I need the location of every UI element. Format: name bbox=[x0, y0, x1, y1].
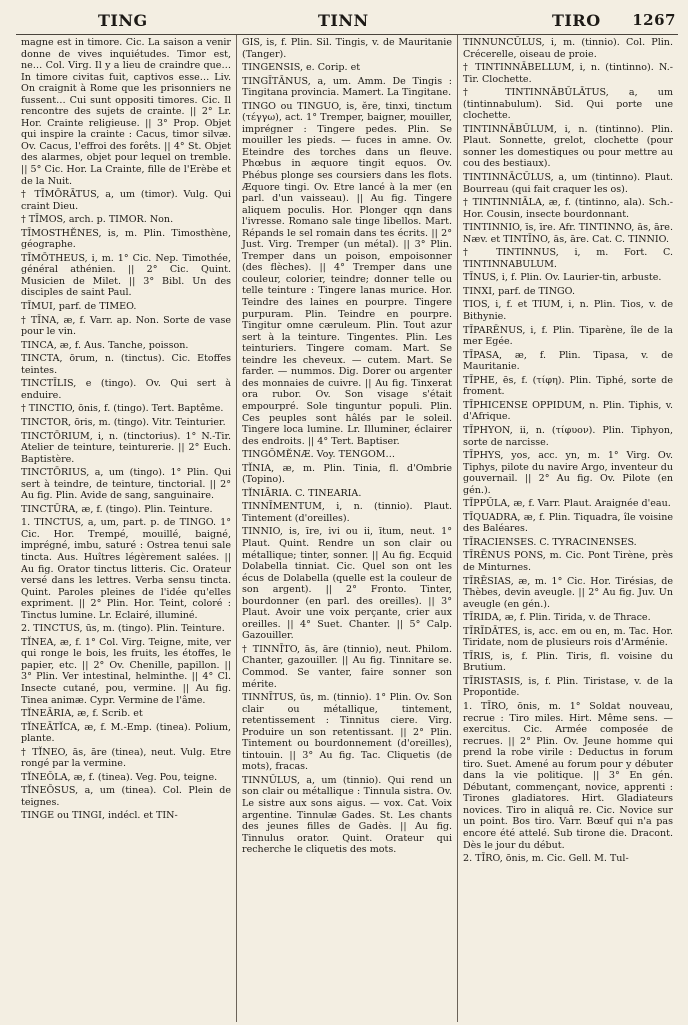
page-header bbox=[16, 8, 678, 35]
dictionary-entry: TĬNEA, æ, f. 1° Col. Virg. Teigne, mite, ver qui ronge le bois, les fruits, les étoffes, le papier, etc. || 2° Ov. Chenille, papillon. || 3° Plin. Ver intestinal, helminthe. || 4° Cl. Insecte cutané, pou, vermine. || Au fig. Tinea animæ. Cypr. Vermine de l'âme. bbox=[21, 636, 231, 706]
columns bbox=[16, 35, 678, 1022]
dictionary-entry: TĬNEĀTĬCA, æ, f. M.-Emp. (tinea). Polium, plante. bbox=[21, 721, 231, 745]
dictionary-entry: TĪRIS, is, f. Plin. Tiris, fl. voisine du Brutium. bbox=[463, 650, 673, 674]
dictionary-entry: TĪNUS, i, f. Plin. Ov. Laurier-tin, arbuste. bbox=[463, 272, 662, 284]
dictionary-entry: TINCTŌRIUS, a, um (tingo). 1° Plin. Qui sert à teindre, de teinture, tinctorial. || 2° Au fig. Plin. Avide de sang, sanguinaire. bbox=[21, 467, 231, 502]
dictionary-entry: TINNĪTUS, ūs, m. (tinnio). 1° Plin. Ov. Son clair ou métallique, tintement, retentissement : Tinnitus ciere. Virg. Produire un son retentissant. || 2° Plin. Tintement ou bourdonnement (d'oreilles), tintouin. || 3° Au fig. Tac. Cliquetis (de mots), fracas. bbox=[242, 692, 452, 773]
dictionary-entry: TĪRIDA, æ, f. Plin. Tirida, v. de Thrace. bbox=[463, 612, 651, 624]
dictionary-entry: TĪRISTASIS, is, f. Plin. Tiristase, v. de la Propontide. bbox=[463, 675, 673, 699]
dictionary-entry: TINCTĪLIS, e (tingo). Ov. Qui sert à enduire. bbox=[21, 378, 231, 401]
left-guide-word: TING bbox=[98, 11, 148, 30]
dictionary-entry: TINCTOR, ōris, m. (tingo). Vitr. Teinturier. bbox=[21, 416, 226, 428]
dictionary-entry: TĪPPŬLA, æ, f. Varr. Plaut. Araignée d'eau. bbox=[463, 498, 671, 510]
dictionary-entry: TINGĪTĀNUS, a, um. Amm. De Tingis : Tingitana provincia. Mamert. La Tingitane. bbox=[242, 75, 452, 99]
dictionary-entry: TINNUNCŬLUS, i, m. (tinnio). Col. Plin. Crécerelle, oiseau de proie. bbox=[463, 37, 673, 60]
dictionary-entry: † TINTINNĀBELLUM, i, n. (tintinno). N.-Tir. Clochette. bbox=[463, 62, 673, 85]
dictionary-entry: GIS, is, f. Plin. Sil. Tingis, v. de Mauritanie (Tanger). bbox=[242, 37, 452, 60]
dictionary-entry: TĬNEĀRIA, æ, f. Scrib. et bbox=[21, 708, 143, 720]
dictionary-entry: † TĬNEO, ās, āre (tinea), neut. Vulg. Etre rongé par la vermine. bbox=[21, 746, 231, 770]
middle-guide-word: TINN bbox=[318, 11, 369, 30]
dictionary-entry: TĪMUI, parf. de TIMEO. bbox=[21, 301, 137, 313]
dictionary-entry: † TINTINNIĀLA, æ, f. (tintinno, ala). Sch.-Hor. Cousin, insecte bourdonnant. bbox=[463, 197, 673, 220]
page-number: 1267 bbox=[632, 11, 676, 29]
dictionary-entry: TĬNEŎLA, æ, f. (tinea). Veg. Pou, teigne. bbox=[21, 771, 218, 783]
dictionary-entry: TĪPHYS, yos, acc. yn, m. 1° Virg. Ov. Tiphys, pilote du navire Argo, inventeur du gouvernail. || 2° Au fig. Ov. Pilote (en gén.). bbox=[463, 450, 673, 496]
dictionary-entry: TIOS, i, f. et TIUM, i, n. Plin. Tios, v. de Bithynie. bbox=[463, 299, 673, 323]
right-guide-word: TIRO bbox=[552, 11, 601, 30]
dictionary-entry: TINTINNIO, īs, īre. Afr. TINTINNO, ās, āre. Næv. et TINTĪNO, ās, āre. Cat. C. TINNIO. bbox=[463, 222, 673, 245]
dictionary-entry: TINCTA, ōrum, n. (tinctus). Cic. Etoffes teintes. bbox=[21, 353, 231, 376]
dictionary-entry: TĪPHYON, ii, n. (τίφυον). Plin. Tiphyon, sorte de narcisse. bbox=[463, 424, 673, 448]
dictionary-entry: TĬNEŌSUS, a, um (tinea). Col. Plein de teignes. bbox=[21, 785, 231, 808]
dictionary-entry: 2. TINCTUS, ūs, m. (tingo). Plin. Teinture. bbox=[21, 623, 225, 635]
column-3 bbox=[457, 35, 678, 1022]
dictionary-entry: TINCTŌRIUM, i, n. (tinctorius). 1° N.-Tir. Atelier de teinture, teinturerie. || 2° Euch. Baptistère. bbox=[21, 430, 231, 465]
dictionary-entry: TĪRĪDĀTES, is, acc. em ou en, m. Tac. Hor. Tiridate, nom de plusieurs rois d'Arménie. bbox=[463, 625, 673, 649]
dictionary-entry: TĪRĒNUS PONS, m. Cic. Pont Tirène, près de Minturnes. bbox=[463, 550, 673, 573]
dictionary-entry: 1. TĪRO, ōnis, m. 1° Soldat nouveau, recrue : Tiro miles. Hirt. Même sens. — exercitus. Cic. Armée composée de recrues. || 2° Plin. Ov. Jeune homme qui prend la robe virile : Deductus in forum tiro. Suet. Amené au forum pour y débuter dans la vie politique. || 3° En gén. Débutant, commençant, novice, apprenti : Tirones gladiatores. Hirt. Gladiateurs novices. Tiro in aliquâ re. Cic. Novice sur un point. Bos tiro. Varr. Bœuf qui n'a pas encore été attelé. Sub tirone die. Dracont. Dès le jour du début. bbox=[463, 700, 673, 851]
dictionary-entry: TINCTŪRA, æ, f. (tingo). Plin. Teinture. bbox=[21, 503, 213, 515]
dictionary-entry: TĪRĒSIAS, æ, m. 1° Cic. Hor. Tirésias, de Thèbes, devin aveugle. || 2° Au fig. Juv. Un aveugle (en gén.). bbox=[463, 575, 673, 610]
dictionary-entry: TINNIO, is, īre, ivi ou ii, ītum, neut. 1° Plaut. Quint. Rendre un son clair ou métallique; tinter, sonner. || Au fig. Ecquid Dolabella tinniat. Cic. Quel son ont les écus de Dolabella (quelle est la couleur de son argent). || 2° Fronto. Tinter, bourdonner (en parl. des oreilles). || 3° Plaut. Avoir une voix perçante, crier aux oreilles. || 4° Suet. Chanter. || 5° Calp. Gazouiller. bbox=[242, 526, 452, 642]
dictionary-entry: TĬNIA, æ, m. Plin. Tinia, fl. d'Ombrie (Topino). bbox=[242, 462, 452, 486]
dictionary-entry: † TĪMOS, arch. p. TIMOR. Non. bbox=[21, 214, 174, 226]
dictionary-entry: TINNĪMENTUM, i, n. (tinnio). Plaut. Tintement (d'oreilles). bbox=[242, 501, 452, 524]
dictionary-entry: TĬNIĀRIA. C. TINEARIA. bbox=[242, 487, 362, 499]
dictionary-entry: TINGENSIS, e. Corip. et bbox=[242, 62, 361, 74]
dictionary-entry: 2. TĪRO, ōnis, m. Cic. Gell. M. Tul- bbox=[463, 853, 629, 865]
dictionary-entry: TĪPHICENSE OPPIDUM, n. Plin. Tiphis, v. d'Afrique. bbox=[463, 399, 673, 423]
dictionary-entry: TINGE ou TINGI, indécl. et TIN- bbox=[21, 810, 178, 822]
dictionary-entry: † TĪMŌRĀTUS, a, um (timor). Vulg. Qui craint Dieu. bbox=[21, 189, 231, 212]
dictionary-entry: magne est in timore. Cic. La saison a venir donne de vives inquiétudes. Timor est, ne… Col. Virg. Il y a lieu de craindre que… In timore civitas fuit, captivos esse… Liv. On craignit à Rome que les prisonniers ne fussent… Cui sunt oppositi timores. Cic. Il rencontre des sujets de crainte. || 2° Lr. Hor. Crainte religieuse. || 3° Prop. Objet qui inspire la crainte : Cacus, timor silvæ. Ov. Cacus, l'effroi des forêts. || 4° St. Objet des alarmes, objet pour lequel on tremble. || 5° Cic. Hor. La Crainte, fille de l'Erèbe et de la Nuit. bbox=[21, 37, 231, 187]
dictionary-entry: TINGŎMĔNÆ. Voy. TENGOM… bbox=[242, 449, 396, 461]
dictionary-entry: TINXI, parf. de TINGO. bbox=[463, 285, 575, 297]
dictionary-entry: TINCA, æ, f. Aus. Tanche, poisson. bbox=[21, 339, 189, 351]
dictionary-entry: TĪRACIENSES. C. TYRACINENSES. bbox=[463, 536, 637, 548]
dictionary-entry: TĪMOSTHĔNES, is, m. Plin. Timosthène, géographe. bbox=[21, 227, 231, 251]
column-2 bbox=[236, 35, 457, 1022]
dictionary-entry: TĪMŌTHEUS, i, m. 1° Cic. Nep. Timothée, général athénien. || 2° Cic. Quint. Musicien de Milet. || 3° Bibl. Un des disciples de saint Paul. bbox=[21, 252, 231, 299]
dictionary-entry: TINTINNĀBŬLUM, i, n. (tintinno). Plin. Plaut. Sonnette, grelot, clochette (pour sonner les domestiques ou pour mettre au cou des bestiaux). bbox=[463, 123, 673, 170]
dictionary-entry: † TĪNA, æ, f. Varr. ap. Non. Sorte de vase pour le vin. bbox=[21, 314, 231, 338]
dictionary-entry: † TINCTIO, ōnis, f. (tingo). Tert. Baptême. bbox=[21, 403, 224, 415]
dictionary-entry: TĪQUADRA, æ, f. Plin. Tiquadra, île voisine des Baléares. bbox=[463, 511, 673, 535]
dictionary-entry: TĪPASA, æ, f. Plin. Tipasa, v. de Mauritanie. bbox=[463, 349, 673, 373]
dictionary-entry: TĪPHE, ēs, f. (τίφη). Plin. Tiphé, sorte de froment. bbox=[463, 374, 673, 398]
dictionary-entry: † TINTINNUS, i, m. Fort. C. TINTINNABULUM. bbox=[463, 247, 673, 270]
dictionary-entry: TINTINNĀCŬLUS, a, um (tintinno). Plaut. Bourreau (qui fait craquer les os). bbox=[463, 172, 673, 195]
dictionary-entry: † TINNĪTO, ās, āre (tinnio), neut. Philom. Chanter, gazouiller. || Au fig. Tinnitare se. Commod. Se vanter, faire sonner son mérite. bbox=[242, 643, 452, 690]
dictionary-entry: TĪPARĒNUS, i, f. Plin. Tiparène, île de la mer Egée. bbox=[463, 324, 673, 348]
dictionary-entry: 1. TINCTUS, a, um, part. p. de TINGO. 1° Cic. Hor. Trempé, mouillé, baigné, imprégné, imbu, saturé : Ostrea tenui sale tincta. Aus. Huîtres légèrement salées. || Au fig. Orator tinctus litteris. Cic. Orateur versé dans les lettres. Verba sensu tincta. Quint. Paroles pleines de l'idée qu'elles expriment. || 2° Plin. Hor. Teint, coloré : Tinctus lumine. Lr. Eclairé, illuminé. bbox=[21, 517, 231, 621]
dictionary-entry: † TINTINNĀBŬLĀTUS, a, um (tintinnabulum). Sid. Qui porte une clochette. bbox=[463, 87, 673, 122]
column-1 bbox=[16, 35, 236, 1022]
dictionary-entry: TINNŬLUS, a, um (tinnio). Qui rend un son clair ou métallique : Tinnula sistra. Ov. Le sistre aux sons aigus. — vox. Cat. Voix argentine. Tinnulæ Gades. St. Les chants des jeunes filles de Gadès. || Au fig. Tinnulus orator. Quint. Orateur qui recherche le cliquetis des mots. bbox=[242, 774, 452, 856]
dictionary-entry: TINGO ou TINGUO, is, ĕre, tinxi, tinctum (τέγγω), act. 1° Tremper, baigner, mouiller, imprégner : Tingere pedes. Plin. Se mouiller les pieds. — fuces in amne. Ov. Eteindre des torches dans un fleuve. Phœbus in æquore tingit equos. Ov. Phébus plonge ses coursiers dans les flots. Æquore tingi. Ov. Etre lancé à la mer (en parl. d'un vaisseau). || Au fig. Tingere aliquem poculis. Hor. Plonger qqn dans l'ivresse. Romano sale tinge libellos. Mart. Répands le sel romain dans tes écrits. || 2° Just. Virg. Tremper (un métal). || 3° Plin. Tremper dans un poison, empoisonner (des flèches). || 4° Tremper dans une couleur, colorier, teindre; donner telle ou telle teinture : Tingere lanas murice. Hor. Teindre des laines en pourpre. Tingere purpuram. Plin. Teindre en pourpre. Tingitur omne cæruleum. Plin. Tout azur sert à la teinture. Tingentes. Plin. Les teinturiers. Tingere comam. Mart. Se teindre les cheveux. — cutem. Mart. Se farder. — nummos. Dig. Dorer ou argenter des monnaies de cuivre. || Au fig. Tinxerat ora rubor. Ov. Son visage s'était empourpré. Sole tinguntur populi. Plin. Ces peuples sont hâlés par le soleil. Tingere loca lumine. Lr. Illuminer, éclairer des endroits. || 4° Tert. Baptiser. bbox=[242, 100, 452, 447]
